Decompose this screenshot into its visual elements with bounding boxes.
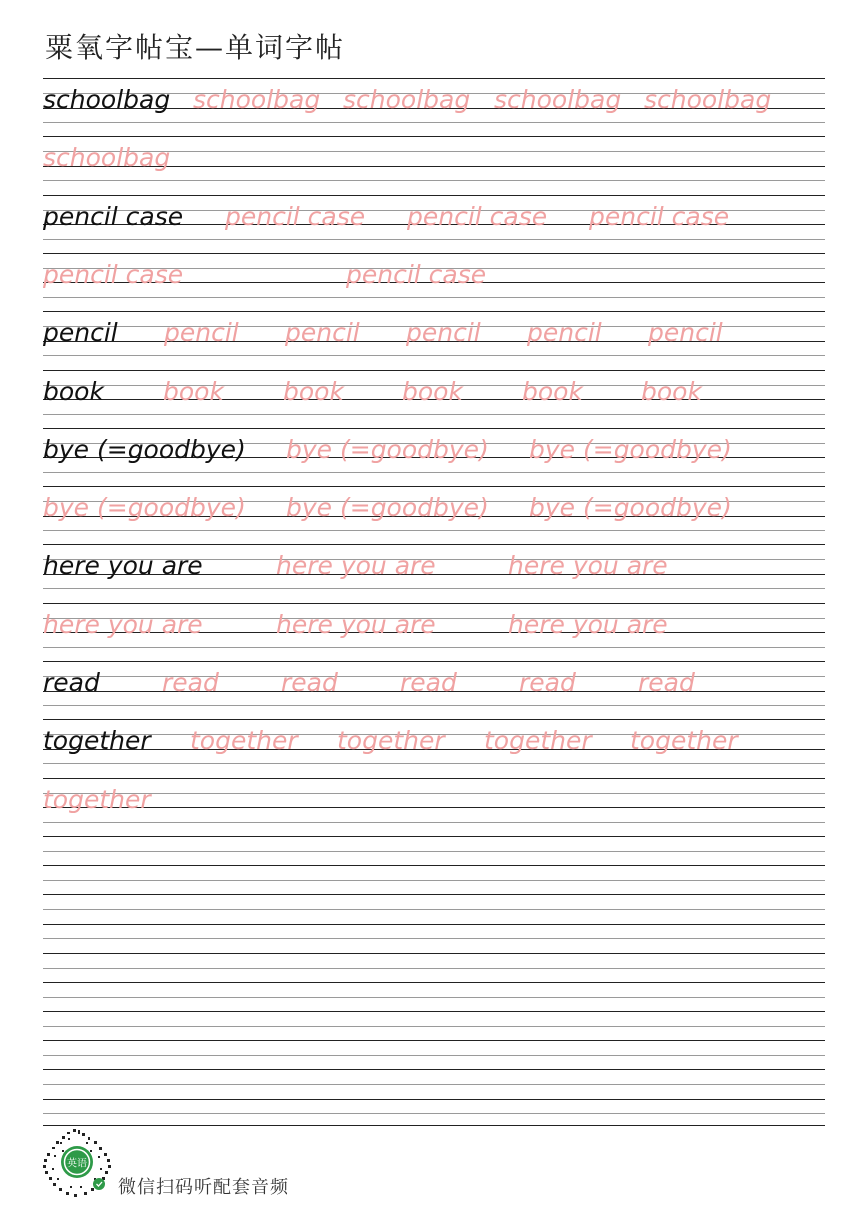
trace-word: book	[522, 376, 583, 406]
model-word: book	[43, 376, 104, 406]
trace-word: bye (=goodbye)	[286, 434, 489, 464]
trace-word: pencil	[527, 318, 602, 348]
rule-line-base	[43, 1099, 825, 1100]
trace-word: read	[400, 668, 457, 697]
rule-line-desc	[43, 1055, 825, 1056]
word-row	[43, 719, 825, 777]
rule-line-top	[43, 836, 825, 837]
trace-word: here you are	[43, 609, 203, 639]
word-row	[43, 428, 825, 486]
word-row	[43, 370, 825, 428]
footer-caption: 微信扫码听配套音频	[118, 1177, 289, 1198]
rule-line-base	[43, 1040, 825, 1041]
word-row	[43, 136, 825, 194]
trace-word: book	[163, 376, 224, 406]
model-word: here you are	[43, 551, 203, 581]
rule-line-top	[43, 1069, 825, 1070]
trace-word: together	[337, 726, 445, 756]
qr-code-icon[interactable]	[42, 1128, 112, 1198]
trace-word: pencil case	[225, 201, 366, 231]
word-row	[43, 486, 825, 544]
rule-line-desc	[43, 880, 825, 881]
trace-word: book	[641, 376, 702, 406]
trace-word: pencil case	[589, 201, 730, 231]
trace-word: bye (=goodbye)	[43, 493, 246, 523]
trace-word: here you are	[276, 609, 436, 639]
trace-word: schoolbag	[644, 85, 772, 114]
trace-word: bye (=goodbye)	[529, 434, 732, 464]
rule-line-top	[43, 953, 825, 954]
rule-line-desc	[43, 938, 825, 939]
trace-word: read	[638, 668, 695, 697]
trace-word: read	[519, 668, 576, 697]
rule-line-mid	[43, 1026, 825, 1027]
trace-word: pencil	[285, 318, 360, 348]
trace-word: book	[283, 376, 344, 406]
trace-word: pencil case	[43, 259, 184, 289]
trace-word: here you are	[508, 609, 668, 639]
page-title: 粟氧字帖宝—单词字帖	[45, 31, 346, 64]
rule-line-desc	[43, 997, 825, 998]
trace-word: together	[484, 726, 592, 756]
model-word: read	[43, 668, 100, 697]
word-row	[43, 195, 825, 253]
rule-line-mid	[43, 909, 825, 910]
rule-line-top	[43, 1011, 825, 1012]
trace-word: schoolbag	[193, 85, 321, 114]
trace-word: book	[402, 376, 463, 406]
trace-word: bye (=goodbye)	[286, 493, 489, 523]
word-row	[43, 311, 825, 369]
word-row	[43, 603, 825, 661]
trace-word: schoolbag	[343, 85, 471, 114]
rule-line-mid	[43, 1084, 825, 1085]
model-word: pencil	[43, 318, 118, 348]
trace-word: pencil	[406, 318, 481, 348]
model-word: schoolbag	[43, 85, 171, 114]
trace-word: pencil case	[346, 259, 487, 289]
rule-line-mid	[43, 851, 825, 852]
trace-word: together	[190, 726, 298, 756]
trace-word: schoolbag	[43, 143, 171, 173]
rule-line-base	[43, 982, 825, 983]
trace-word: together	[43, 784, 151, 814]
trace-word: read	[281, 668, 338, 697]
word-row	[43, 661, 825, 719]
trace-word: bye (=goodbye)	[529, 493, 732, 523]
model-word: pencil case	[43, 201, 184, 231]
trace-word: pencil case	[407, 201, 548, 231]
word-row	[43, 778, 825, 836]
word-row	[43, 544, 825, 602]
rule-line-mid	[43, 968, 825, 969]
rule-line-base	[43, 924, 825, 925]
rule-line-top	[43, 894, 825, 895]
rule-line-desc	[43, 1113, 825, 1114]
trace-word: pencil	[648, 318, 723, 348]
trace-word: read	[162, 668, 219, 697]
rule-line-base	[43, 865, 825, 866]
word-row	[43, 78, 825, 136]
trace-word: here you are	[276, 551, 436, 581]
trace-word: together	[630, 726, 738, 756]
trace-word: schoolbag	[494, 85, 622, 114]
model-word: together	[43, 726, 151, 756]
word-row	[43, 253, 825, 311]
trace-word: here you are	[508, 551, 668, 581]
rule-line-bottom	[43, 1125, 825, 1126]
qr-badge-label: 英语	[67, 1158, 87, 1170]
trace-word: pencil	[164, 318, 239, 348]
model-word: bye (=goodbye)	[43, 434, 246, 464]
